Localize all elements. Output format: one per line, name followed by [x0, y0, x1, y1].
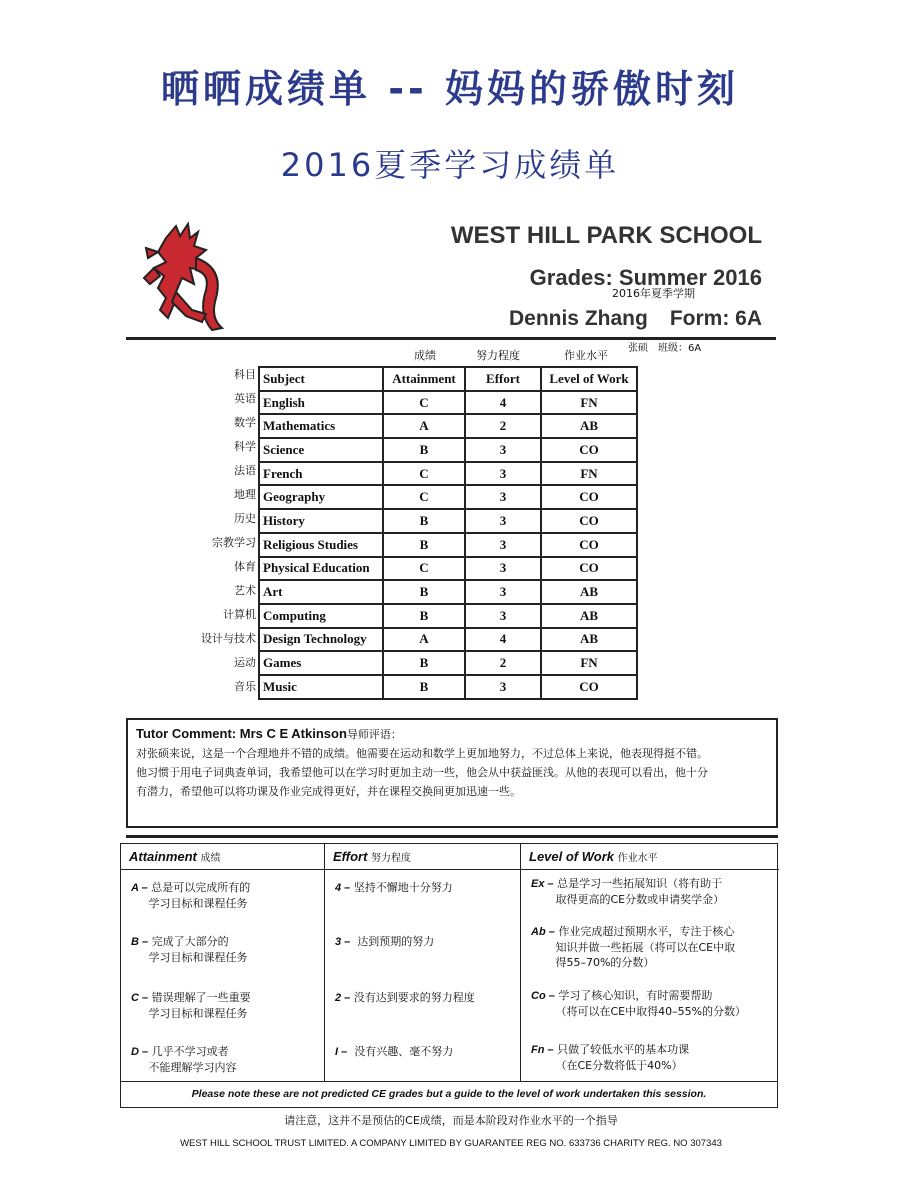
legend-text: 学习目标和课程任务: [148, 897, 248, 910]
tutor-comment-line: 有潜力，希望他可以将功课及作业完成得更好，并在课程交换间更加迅速一些。: [136, 785, 521, 798]
legend-attainment-title: Attainment: [129, 849, 197, 864]
level-cell: CO: [541, 438, 637, 462]
level-cell: FN: [541, 651, 637, 675]
subject-cell: Music: [259, 675, 383, 699]
attainment-header-cn: 成绩: [414, 349, 436, 362]
student-line: [509, 307, 762, 331]
legend-item: [335, 880, 453, 896]
subject-cell: Religious Studies: [259, 533, 383, 557]
school-crest-icon: [136, 218, 236, 338]
attainment-cell: B: [383, 509, 465, 533]
subject-cell: Computing: [259, 604, 383, 628]
legend-text: 学习了核心知识，有时需要帮助: [558, 989, 713, 1002]
level-cell: CO: [541, 675, 637, 699]
legend-text: 完成了大部分的: [151, 935, 229, 948]
legend-level-title: Level of Work: [529, 849, 615, 864]
subject-cell: Games: [259, 651, 383, 675]
legend-effort-column: [325, 844, 521, 1081]
effort-cell: 4: [465, 628, 541, 652]
grade-legend: [120, 843, 778, 1108]
level-cell: AB: [541, 414, 637, 438]
legend-text: （在CE分数将低于40%）: [555, 1059, 683, 1072]
legend-item: [335, 990, 475, 1006]
level-cell: FN: [541, 391, 637, 415]
header-rule: [126, 337, 776, 340]
legend-text: 达到预期的努力: [357, 935, 435, 948]
section-rule: [126, 835, 778, 838]
legend-attainment-title-cn: 成绩: [200, 853, 221, 864]
student-name-cn: 张硕: [628, 343, 648, 354]
legend-item: [531, 924, 735, 970]
legend-attainment-column: [121, 844, 325, 1081]
legend-key: Co –: [531, 990, 555, 1002]
table-row: [259, 391, 637, 415]
effort-cell: 3: [465, 580, 541, 604]
row-cn-label: 设计与技术: [201, 632, 256, 645]
attainment-header: Attainment: [383, 367, 465, 391]
legend-key: A –: [131, 882, 148, 894]
legend-text: 几乎不学习或者: [151, 1045, 229, 1058]
legend-text: 得55–70%的分数）: [555, 956, 655, 969]
subject-cell: English: [259, 391, 383, 415]
effort-cell: 2: [465, 414, 541, 438]
footer-text: WEST HILL SCHOOL TRUST LIMITED. A COMPANY LIMITED BY GUARANTEE REG NO. 633736 CHARITY REG. NO 307343: [180, 1138, 722, 1149]
effort-cell: 3: [465, 604, 541, 628]
subject-cell: Art: [259, 580, 383, 604]
table-row: [259, 414, 637, 438]
attainment-cell: B: [383, 651, 465, 675]
row-cn-label: 艺术: [234, 584, 256, 597]
tutor-comment-label-cn: 导师评语：: [346, 729, 402, 741]
row-cn-label: 地理: [234, 488, 256, 501]
effort-header-cn: 努力程度: [476, 349, 520, 362]
subject-cell: Science: [259, 438, 383, 462]
table-row: [259, 462, 637, 486]
note-cn: 请注意，这并不是预估的CE成绩，而是本阶段对作业水平的一个指导: [284, 1114, 618, 1127]
legend-attainment-header: [121, 844, 324, 870]
legend-text: 知识并做一些拓展（将可以在CE中取: [555, 941, 736, 954]
legend-key: I –: [335, 1046, 348, 1058]
row-cn-label: 科学: [234, 440, 256, 453]
table-row: [259, 675, 637, 699]
level-cell: AB: [541, 628, 637, 652]
table-row: [259, 509, 637, 533]
table-row: [259, 580, 637, 604]
tutor-comment-box: [126, 718, 778, 828]
legend-text: （将可以在CE中取得40–55%的分数）: [555, 1005, 747, 1018]
attainment-cell: A: [383, 414, 465, 438]
subject-cell: Mathematics: [259, 414, 383, 438]
legend-effort-title-cn: 努力程度: [371, 853, 412, 864]
grades-title: Grades: Summer 2016: [529, 265, 762, 290]
student-name: Dennis Zhang: [508, 307, 648, 330]
legend-item: [131, 1044, 236, 1075]
legend-key: Ab –: [531, 926, 555, 938]
legend-item: [531, 1042, 689, 1073]
legend-text: 只做了较低水平的基本功课: [557, 1043, 690, 1056]
subject-cell: Design Technology: [259, 628, 383, 652]
legend-item: [335, 1044, 453, 1060]
legend-note: Please note these are not predicted CE grades but a guide to the level of work undertaken this session.: [121, 1081, 777, 1107]
effort-cell: 3: [465, 462, 541, 486]
row-cn-label: 运动: [234, 656, 256, 669]
level-cell: CO: [541, 485, 637, 509]
row-cn-label: 宗教学习: [212, 536, 256, 549]
row-cn-label: 计算机: [223, 608, 256, 621]
legend-item: [531, 988, 746, 1019]
effort-cell: 3: [465, 509, 541, 533]
legend-item: [131, 880, 250, 911]
table-row: [259, 557, 637, 581]
row-cn-label: 英语: [234, 392, 256, 405]
row-cn-label: 数学: [234, 416, 256, 429]
legend-level-title-cn: 作业水平: [617, 853, 658, 864]
attainment-cell: C: [383, 462, 465, 486]
tutor-comment-text: [136, 744, 768, 801]
grades-title-cn: 2016年夏季学期: [612, 287, 695, 300]
legend-key: 3 –: [335, 936, 351, 948]
level-cell: CO: [541, 557, 637, 581]
grades-table: [258, 366, 638, 700]
legend-text: 学习目标和课程任务: [148, 951, 248, 964]
legend-level-column: [521, 844, 779, 1081]
legend-key: B –: [131, 936, 149, 948]
legend-item: [131, 934, 247, 965]
legend-key: Fn –: [531, 1044, 554, 1056]
effort-cell: 2: [465, 651, 541, 675]
student-form-cn: 班级：6A: [658, 343, 702, 354]
subject-header: Subject: [259, 367, 383, 391]
effort-cell: 3: [465, 438, 541, 462]
row-cn-label: 体育: [234, 560, 256, 573]
level-header: Level of Work: [541, 367, 637, 391]
student-info-cn: [628, 339, 711, 354]
student-form: Form: 6A: [669, 307, 762, 330]
attainment-cell: B: [383, 675, 465, 699]
table-header-row: [259, 367, 637, 391]
legend-text: 总是学习一些拓展知识（将有助于: [557, 877, 723, 890]
legend-level-header: [521, 844, 779, 870]
attainment-cell: B: [383, 533, 465, 557]
level-cell: FN: [541, 462, 637, 486]
subject-header-cn: 科目: [234, 368, 256, 381]
row-cn-label: 音乐: [234, 680, 256, 693]
subject-cell: Physical Education: [259, 557, 383, 581]
legend-key: C –: [131, 992, 149, 1004]
tutor-comment-label: Tutor Comment: Mrs C E Atkinson: [136, 726, 347, 741]
legend-item: [335, 934, 434, 950]
level-cell: CO: [541, 533, 637, 557]
legend-text: 作业完成超过预期水平，专注于核心: [558, 925, 735, 938]
legend-text: 错误理解了一些重要: [151, 991, 251, 1004]
legend-key: 2 –: [335, 992, 351, 1004]
legend-text: 取得更高的CE分数或申请奖学金）: [555, 893, 725, 906]
legend-text: 坚持不懈地十分努力: [353, 881, 453, 894]
effort-cell: 4: [465, 391, 541, 415]
attainment-cell: B: [383, 604, 465, 628]
subject-cell: French: [259, 462, 383, 486]
subject-cell: History: [259, 509, 383, 533]
attainment-cell: C: [383, 557, 465, 581]
attainment-cell: A: [383, 628, 465, 652]
attainment-cell: B: [383, 438, 465, 462]
table-row: [259, 628, 637, 652]
legend-text: 不能理解学习内容: [148, 1061, 237, 1074]
legend-effort-header: [325, 844, 520, 870]
effort-cell: 3: [465, 533, 541, 557]
legend-text: 没有兴趣、毫不努力: [354, 1045, 454, 1058]
effort-cell: 3: [465, 485, 541, 509]
subject-cell: Geography: [259, 485, 383, 509]
level-cell: CO: [541, 509, 637, 533]
tutor-comment-line: 他习惯于用电子词典查单词，我希望他可以在学习时更加主动一些，他会从中获益匪浅。从他的表现可以看出，他十分: [136, 766, 708, 779]
legend-key: 4 –: [335, 882, 351, 894]
effort-header: Effort: [465, 367, 541, 391]
table-row: [259, 485, 637, 509]
legend-text: 学习目标和课程任务: [148, 1007, 248, 1020]
level-cell: AB: [541, 580, 637, 604]
attainment-cell: B: [383, 580, 465, 604]
legend-text: 总是可以完成所有的: [151, 881, 251, 894]
legend-key: D –: [131, 1046, 149, 1058]
table-row: [259, 604, 637, 628]
legend-item: [131, 990, 251, 1021]
tutor-comment-line: 对张硕来说，这是一个合理地并不错的成绩。他需要在运动和数学上更加地努力，不过总体上来说，他表现得挺不错。: [136, 747, 708, 760]
attainment-cell: C: [383, 391, 465, 415]
page-title: 晒晒成绩单 -- 妈妈的骄傲时刻: [160, 67, 739, 111]
effort-cell: 3: [465, 557, 541, 581]
page-subtitle: 2016夏季学习成绩单: [280, 146, 620, 184]
legend-effort-title: Effort: [333, 849, 368, 864]
row-cn-label: 法语: [234, 464, 256, 477]
attainment-cell: C: [383, 485, 465, 509]
tutor-comment-heading: [136, 726, 768, 742]
table-row: [259, 651, 637, 675]
level-cell: AB: [541, 604, 637, 628]
legend-key: Ex –: [531, 878, 554, 890]
row-cn-label: 历史: [234, 512, 256, 525]
effort-cell: 3: [465, 675, 541, 699]
legend-item: [531, 876, 724, 907]
legend-text: 没有达到要求的努力程度: [353, 991, 475, 1004]
school-name: WEST HILL PARK SCHOOL: [450, 222, 762, 249]
report-card: [112, 200, 790, 1180]
table-row: [259, 438, 637, 462]
table-row: [259, 533, 637, 557]
level-header-cn: 作业水平: [564, 349, 608, 362]
